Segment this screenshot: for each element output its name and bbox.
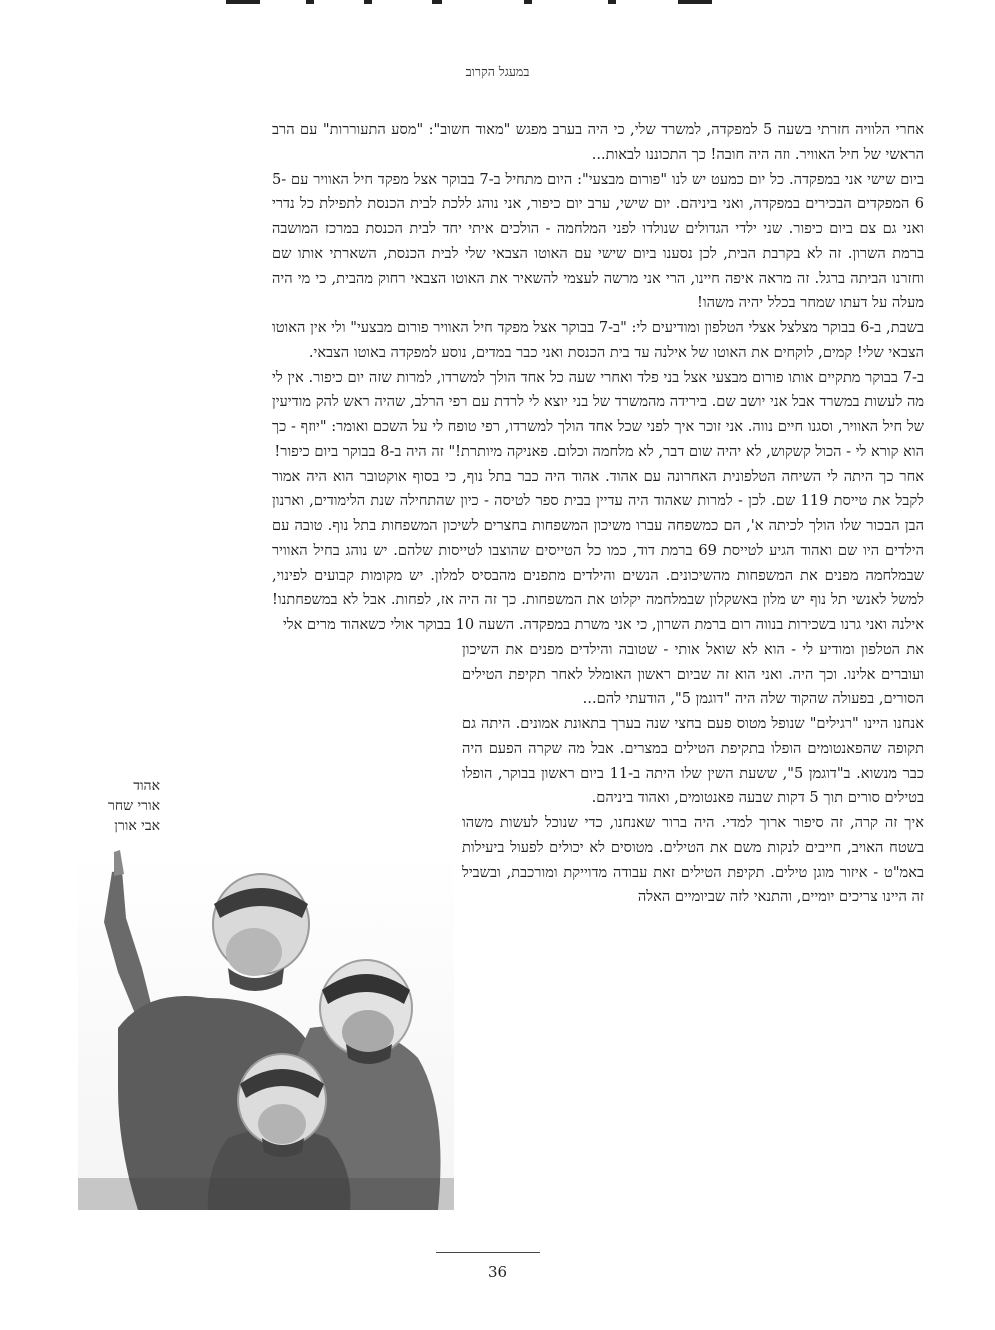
paragraph: ב-7 בבוקר מתקיים אותו פורום מבצעי אצל בני פלד ואחרי שעה כל אחד הולך למשרדו, למרות שזה יום כיפור. אין לי מה לעשות במשרד אבל אני יושב שם. בירידה מהמשרד של בני יוצא לי לרדת עם רפי הרלב, שהיה ראש להק מודיעין של חיל האוויר, וסגנו חיים נווה. אני זוכר איך לפני שכל אחד הולך למשרדו, רפי טופח לי על השכם ואומר: "יוזף - כך הוא קורא לי - הכול קשקוש, לא יהיה שום דבר, לא מלחמה וכלום. פאניקה מיותרת!" זה היה ב-8 בבוקר ביום כיפור! — [272, 368, 924, 460]
caption-line: אהוד — [133, 778, 160, 794]
footer-rule — [436, 1252, 540, 1253]
paragraph: אנחנו היינו "רגילים" שנופל מטוס פעם בחצי שנה בערך בתאונת אמונים. היתה גם תקופה שהפאנטומים הופלו בתקיפת הטילים במצרים. אבל מה שקרה הפעם היה כבר מנשוא. ב"דוגמן 5", ששעת השין שלו היתה ב-11 ביום ראשון בבוקר, הופלו בטילים סורים תוך 5 דקות שבעה פאנטומים, ואהוד ביניהם. — [462, 715, 924, 807]
paragraph: ביום שישי אני במפקדה. כל יום כמעט יש לנו "פורום מבצעי": היום מתחיל ב-7 בבוקר אצל מפקד חיל האוויר עם 5-6 המפקדים הבכירים במפקדה, ואני ביניהם. יום שישי, ערב יום כיפור, אני נוהג ללכת לבית הכנסת לתפילת כל נדרי ואני גם צם ביום כיפור. שני ילדי הגדולים שנולדו לפני המלחמה - הולכים איתי יחד לבית הכנסת במרכז המושבה ברמת השרון. זה לא בקרבת הבית, לכן נסענו ביום שישי עם האוטו הצבאי שלי לבית הכנסת, השארתי אותו שם וחזרנו הביתה ברגל. זה מראה איפה חיינו, הרי אני מרשה לעצמי להשאיר את האוטו הצבאי רחוק מהבית, כי מי היה מעלה על דעתו שמחר בכלל יהיה משהו! — [272, 170, 924, 312]
pilots-photo — [78, 848, 454, 1210]
paragraph: את הטלפון ומודיע לי - הוא לא שואל אותי - שטובה והילדים מפנים את השיכון ועוברים אלינו. וכך היה. ואני הוא זה שביום ראשון האומלל לאחר תקיפת הטילים הסורים, בפעולה שהקוד שלה היה "דוגמן 5", הודעתי להם... — [462, 640, 924, 708]
page-number: 36 — [487, 1263, 508, 1281]
paragraph: אחר כך היתה לי השיחה הטלפונית האחרונה עם אהוד. אהוד היה כבר בתל נוף, כי בסוף אוקטובר הוא היה אמור לקבל את טייסת 119 שם. לכן - למרות שאהוד היה עדיין בבית ספר לטיסה - כיון שהתחילה שנת הלימודים, וארנון הבן הבכור שלו הולך לכיתה א', הם כמשפחה עברו משיכון המשפחות בחצרים לשיכון המשפחות בתל נוף. טובה עם הילדים היו שם ואהוד הגיע לטייסת 69 ברמת דוד, כמו כל הטייסים שהוצבו לטייסות שלהם. יש נוהג בחיל האוויר שבמלחמה מפנים את המשפחות מהשיכונים. הנשים והילדים מתפנים מהבסיס למלון. יש מקומות קבועים לפינוי, למשל לאנשי תל נוף יש מלון באשקלון שבמלחמה יקלוט את המשפחות. כך זה היה אז, לפחות. אבל לא במשפחתנו! אילנה ואני גרנו בשכירות בנווה רום ברמת השרון, כי אני משרת במפקדה. השעה 10 בבוקר אולי כשאהוד מרים אלי — [272, 467, 924, 633]
top-crop-marks — [0, 0, 995, 6]
paragraph: בשבת, ב-6 בבוקר מצלצל אצלי הטלפון ומודיעים לי: "ב-7 בבוקר אצל מפקד חיל האוויר פורום מבצעי" ולי אין האוטו הצבאי שלי! קמים, לוקחים את האוטו של אילנה עד בית הכנסת ואני כבר במדים, נוסע למפקדה באוטו הצבאי. — [272, 319, 924, 361]
running-head: במעגל הקרוב — [465, 64, 530, 79]
caption-line: אבי אורן — [114, 818, 160, 834]
main-text — [272, 118, 924, 910]
caption-line: אורי שחר — [107, 798, 160, 814]
photo-caption — [76, 776, 160, 836]
paragraph: איך זה קרה, זה סיפור ארוך למדי. היה ברור שאנחנו, כדי שנוכל לעשות משהו בשטח האויב, חייבים לנקות משם את הטילים. מטוסים לא יכולים לפעול ביעילות באמ"ט - איזור מוגן טילים. תקיפת הטילים זאת עבודה מדוייקת ומורכבת, ובשביל זה היינו צריכים יומיים, והתנאי לזה שביומיים האלה — [462, 814, 924, 906]
paragraph: אחרי הלוויה חזרתי בשעה 5 למפקדה, למשרד שלי, כי היה בערב מפגש "מאוד חשוב": "מסע התעוררות" עם הרב הראשי של חיל האוויר. וזה היה חובה! כך התכוננו לבאות... — [272, 121, 924, 163]
